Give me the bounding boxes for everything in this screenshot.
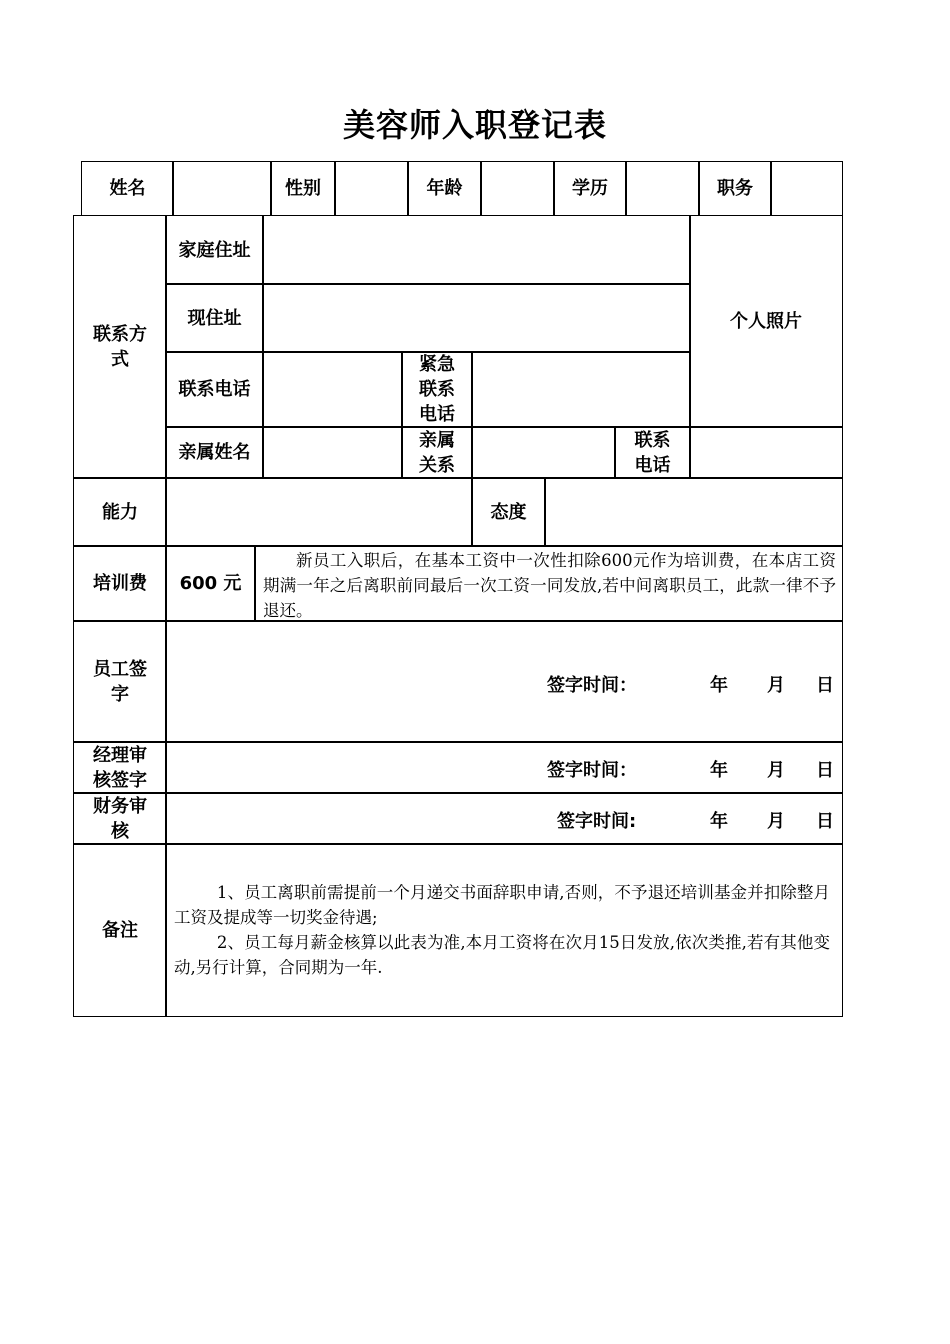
relative-name-label: 亲属姓名 <box>165 426 264 479</box>
age-field[interactable] <box>480 161 555 216</box>
current-address-field[interactable] <box>262 283 691 353</box>
year-label: 年 <box>710 760 728 781</box>
remark-item-1: 1、员工离职前需提前一个月递交书面辞职申请,否则，不予退还培训基金并扣除整月工资及提成等一切奖金待遇; <box>174 883 830 927</box>
day-label: 日 <box>816 675 834 696</box>
photo-box: 个人照片 <box>689 215 843 428</box>
remark-item-2: 2、员工每月薪金核算以此表为准,本月工资将在次月15日发放,依次类推,若有其他变动,另行计算，合同期为一年. <box>174 933 830 977</box>
training-fee-text: 新员工入职后，在基本工资中一次性扣除600元作为培训费，在本店工资期满一年之后离职前同最后一次工资一同发放,若中间离职员工，此款一律不予退还。 <box>254 545 843 622</box>
employee-signature-label: 员工签字 <box>73 620 167 743</box>
manager-signature-label: 经理审核签字 <box>73 741 167 794</box>
attitude-label: 态度 <box>471 477 546 547</box>
relative-phone-label: 联系电话 <box>614 426 691 479</box>
relative-phone-field[interactable] <box>689 426 843 479</box>
training-fee-amount: 600 元 <box>165 545 256 622</box>
position-label: 职务 <box>698 161 772 216</box>
training-fee-label: 培训费 <box>73 545 167 622</box>
education-field[interactable] <box>625 161 700 216</box>
current-address-label: 现住址 <box>165 283 264 353</box>
month-label: 月 <box>767 675 785 696</box>
year-label: 年 <box>710 675 728 696</box>
manager-signature-area[interactable] <box>165 741 843 794</box>
gender-label: 性别 <box>270 161 336 216</box>
remarks-content <box>165 843 843 1017</box>
position-field[interactable] <box>770 161 843 216</box>
remarks-label: 备注 <box>73 843 167 1017</box>
attitude-field[interactable] <box>544 477 843 547</box>
finance-signature-label: 财务审核 <box>73 792 167 845</box>
ability-label: 能力 <box>73 477 167 547</box>
emergency-phone-field[interactable] <box>471 351 691 428</box>
education-label: 学历 <box>553 161 627 216</box>
contact-label: 联系方式 <box>73 215 167 479</box>
ability-field[interactable] <box>165 477 473 547</box>
month-label: 月 <box>767 760 785 781</box>
gender-field[interactable] <box>334 161 409 216</box>
month-label: 月 <box>767 811 785 832</box>
relation-label: 亲属关系 <box>401 426 473 479</box>
relative-name-field[interactable] <box>262 426 403 479</box>
sign-time-label: 签字时间： <box>547 675 637 696</box>
phone-label: 联系电话 <box>165 351 264 428</box>
day-label: 日 <box>816 811 834 832</box>
home-address-label: 家庭住址 <box>165 215 264 285</box>
employee-signature-area[interactable] <box>165 620 843 743</box>
relation-field[interactable] <box>471 426 616 479</box>
finance-signature-area[interactable] <box>165 792 843 845</box>
sign-time-label: 签字时间: <box>557 811 637 832</box>
year-label: 年 <box>710 811 728 832</box>
age-label: 年龄 <box>407 161 482 216</box>
name-field[interactable] <box>172 161 272 216</box>
emergency-phone-label: 紧急联系电话 <box>401 351 473 428</box>
sign-time-label: 签字时间： <box>547 760 637 781</box>
page-title: 美容师入职登记表 <box>342 106 607 144</box>
phone-field[interactable] <box>262 351 403 428</box>
home-address-field[interactable] <box>262 215 691 285</box>
name-label: 姓名 <box>81 161 174 216</box>
day-label: 日 <box>816 760 834 781</box>
